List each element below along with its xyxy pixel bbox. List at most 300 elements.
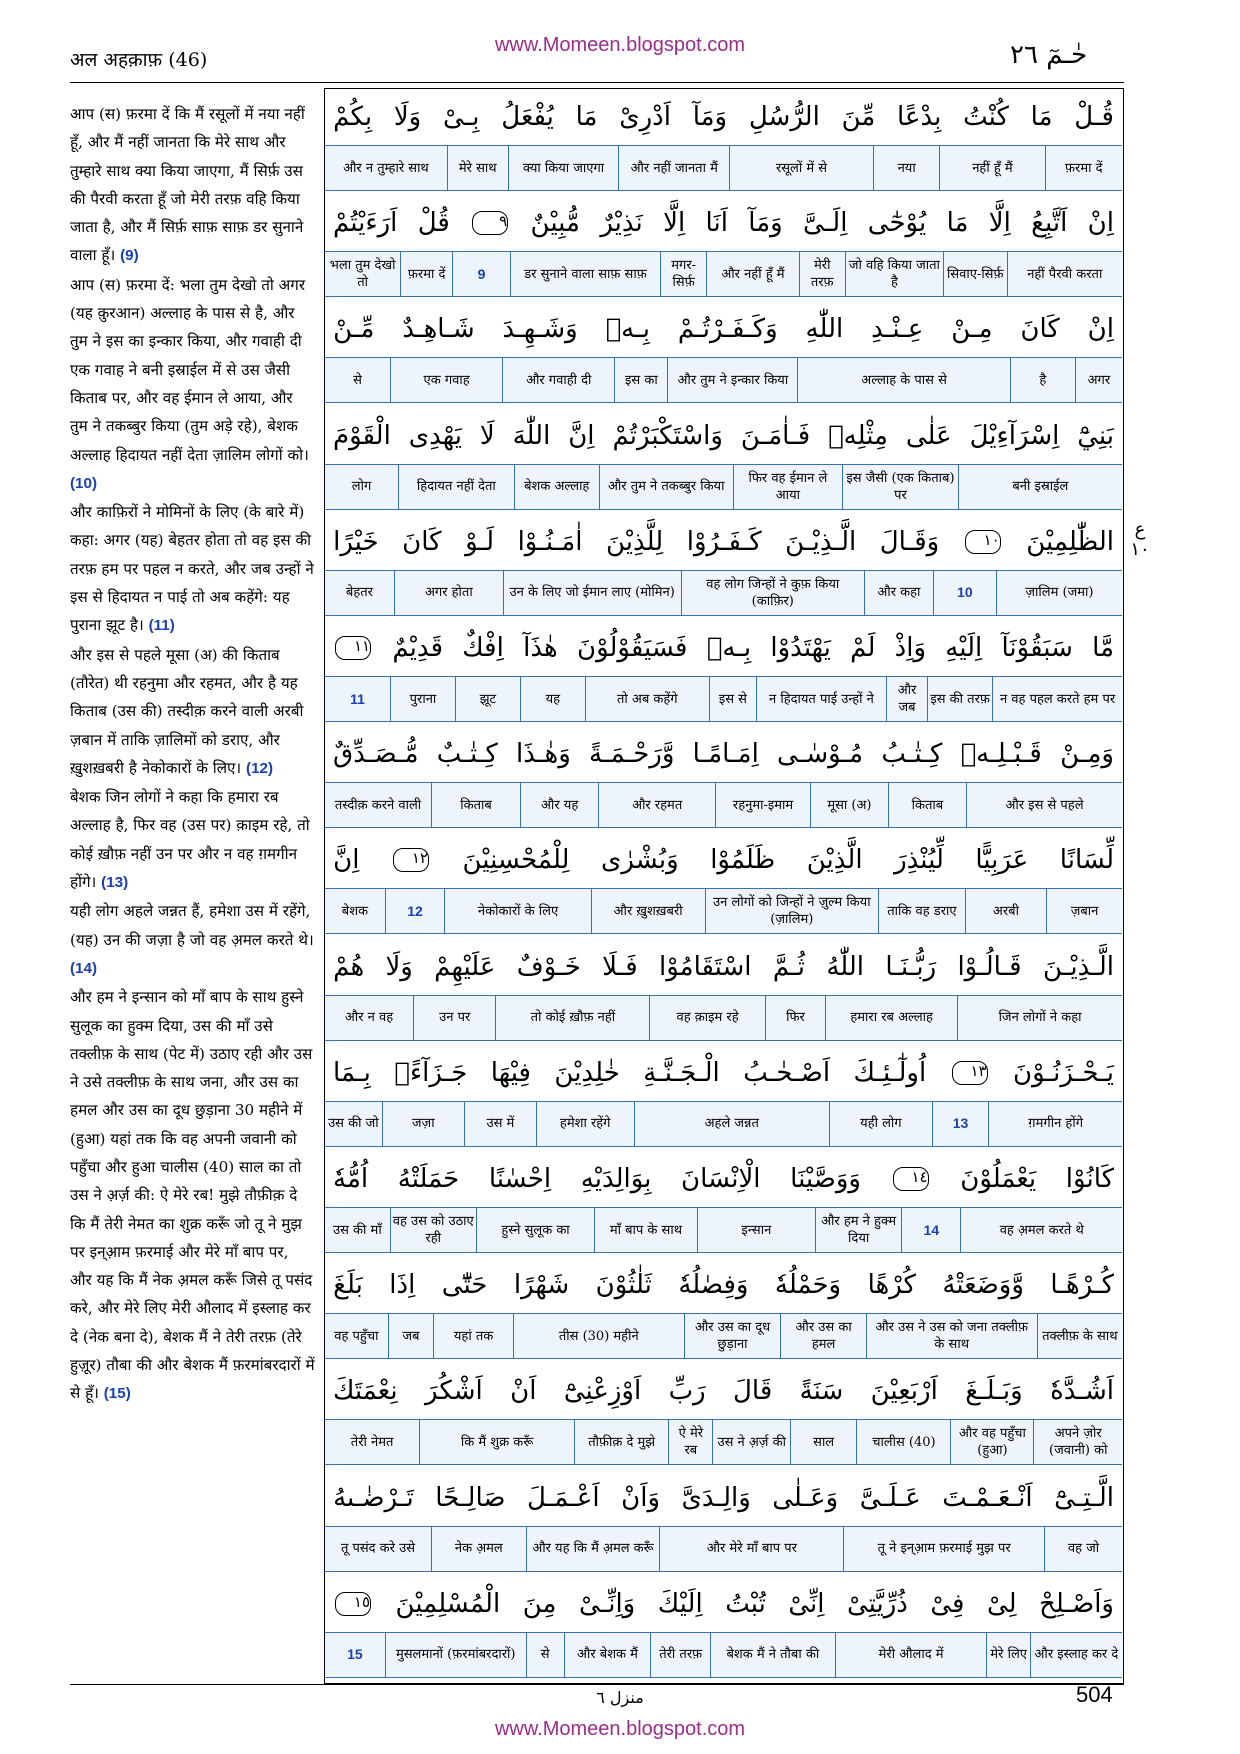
word-meaning-cell: बेशक मैं ने तौबा की xyxy=(710,1633,835,1677)
arabic-word: جَـزَآءًۢ xyxy=(394,1057,468,1088)
word-meaning-cell: बनी इस्राईल xyxy=(958,465,1122,509)
arabic-word: الَّذِيْنَ xyxy=(806,845,863,876)
translation-paragraph xyxy=(70,271,315,498)
arabic-word: عَلَيْهِمْ xyxy=(434,951,496,982)
arabic-word: شَـاهِـدٌ xyxy=(402,314,475,345)
footer-rule xyxy=(70,1684,1124,1685)
arabic-word: مِنَ xyxy=(522,1588,557,1619)
word-meaning-cell: लोग xyxy=(351,479,372,495)
word-meaning-cell: और इस से पहले xyxy=(966,783,1122,827)
verse-number: (9) xyxy=(120,247,139,265)
arabic-word: كُنْتُ xyxy=(963,102,1009,132)
word-meaning-cell: और वह पहुँचा (हुआ) xyxy=(950,1420,1033,1464)
arabic-word: حَتّٰٓى xyxy=(441,1270,488,1301)
word-meaning-cell: माँ बाप के साथ xyxy=(594,1208,696,1252)
arabic-word: لَمْ xyxy=(850,633,876,663)
word-meaning-cell: हमेशा रहेंगे xyxy=(536,1102,634,1146)
arabic-word: تُبْتُ xyxy=(725,1588,766,1619)
arabic-word: خَـوْفٌ xyxy=(516,951,581,982)
arabic-word: اِلَّا xyxy=(663,208,686,239)
word-meaning-cell: तीस (30) महीने xyxy=(513,1314,684,1358)
word-meaning-cell: ताकि वह डराए xyxy=(878,889,965,933)
translation-row xyxy=(325,145,1122,191)
word-meaning-cell: फ़रमा दें xyxy=(1045,146,1122,190)
word-meaning-cell: वह क़ाइम रहे xyxy=(649,996,764,1040)
arabic-word: وَوَصَّيْنَا xyxy=(790,1164,861,1194)
arabic-word: تَـرْضٰـىهُ xyxy=(333,1482,414,1513)
arabic-line xyxy=(325,1365,1122,1417)
word-meaning-cell: यहां तक xyxy=(433,1314,513,1358)
word-meaning-cell: और न वह xyxy=(344,1010,394,1026)
arabic-word: اٰمَـنُـوْا xyxy=(517,526,583,557)
arabic-word: قُلْ xyxy=(417,208,450,239)
arabic-word: لَـوْ xyxy=(465,526,495,557)
hindi-translation-column xyxy=(70,100,315,1682)
arabic-word: اَشْكُرَ xyxy=(424,1376,483,1407)
word-meaning-cell: चालीस (40) xyxy=(856,1420,950,1464)
arabic-line xyxy=(325,941,1122,993)
arabic-line xyxy=(325,1578,1122,1630)
ayah-end-marker: ١٢ xyxy=(393,848,429,872)
arabic-word: مِّـنْ xyxy=(333,314,375,345)
word-meaning-cell: और यह xyxy=(520,783,598,827)
arabic-line xyxy=(325,516,1122,568)
arabic-word: الظّٰلِمِيْنَ xyxy=(1026,526,1114,557)
arabic-word: اِنْ xyxy=(1087,314,1114,345)
word-meaning-cell: हुस्ने सुलूक का xyxy=(476,1208,594,1252)
arabic-word: وَشَـهِـدَ xyxy=(502,314,578,345)
arabic-word: الَّـتِـىْٓ xyxy=(1054,1482,1114,1513)
word-meaning-cell: एक गवाह xyxy=(390,358,502,402)
word-meaning-cell: वह पहुँचा xyxy=(334,1328,379,1344)
word-meaning-cell: अपने ज़ोर (जवानी) को xyxy=(1033,1420,1122,1464)
word-meaning-cell: फ़रमा दें xyxy=(400,252,452,296)
arabic-word: الَّـذِيْـنَ xyxy=(1042,951,1114,982)
word-meaning-cell: वह उस को उठाए रही xyxy=(390,1208,476,1252)
arabic-word: مِثْلِهٖ xyxy=(828,420,888,451)
arabic-word: بِكُمْ xyxy=(333,102,373,132)
translation-text: आप (स) फ़रमा दें: भला तुम देखो तो अगर (यह क़ुरआन) अल्लाह के पास से है, और तुम ने इस का इन्कार किया, और गवाही दी एक गवाह ने बनी इस्राईल में से उस जैसी किताब पर, और वह ईमान ले आया, और तुम ने तकब्बुर किया (तुम अड़े रहे), बेशक अल्लाह हिदायत नहीं देता ज़ालिम लोगों को। xyxy=(70,275,309,464)
translation-row xyxy=(325,464,1122,510)
arabic-word: وَّوَضَعَتْهُ xyxy=(942,1270,1024,1301)
word-meaning-cell: अरबी xyxy=(965,889,1046,933)
arabic-word: لِّيُنْذِرَ xyxy=(894,845,944,876)
verse-number: (13) xyxy=(101,874,129,892)
arabic-word: قَالَ xyxy=(733,1376,773,1407)
arabic-word: الْاِنْسَانَ xyxy=(681,1164,761,1194)
arabic-word: رَبُّـنَـا xyxy=(885,951,937,982)
arabic-word: فَـاٰمَـنَ xyxy=(740,420,811,451)
arabic-word: قَـالُـوْا xyxy=(957,951,1022,982)
arabic-word: اَنَا xyxy=(705,208,728,239)
ayah-end-marker: ١١ xyxy=(335,636,371,660)
word-meaning-cell: रहनुमा-इमाम xyxy=(715,783,810,827)
word-meaning-cell: झूट xyxy=(455,677,520,721)
translation-paragraph xyxy=(70,100,315,271)
arabic-word: مَّا xyxy=(1092,633,1114,663)
word-meaning-cell: और ख़ुशख़बरी xyxy=(591,889,705,933)
word-meaning-cell: न हिदायत पाई उन्हों ने xyxy=(756,677,886,721)
arabic-word: اَشُـدَّهٗ xyxy=(1050,1376,1114,1407)
translation-row xyxy=(325,782,1122,828)
arabic-word: كَانَ xyxy=(1020,314,1060,345)
arabic-word: ذُرِّيَّتِىْ xyxy=(846,1588,908,1619)
word-meaning-cell: और बेशक मैं xyxy=(564,1633,651,1677)
arabic-word: صَالِـحًا xyxy=(435,1482,506,1513)
word-meaning-cell: बेहतर xyxy=(345,585,373,601)
word-meaning-cell: किताब xyxy=(431,783,520,827)
arabic-word: هٰذَآ xyxy=(523,633,558,663)
word-meaning-cell: तक्लीफ़ के साथ xyxy=(1037,1314,1122,1358)
word-meaning-cell: और रहमत xyxy=(598,783,715,827)
verse-number-cell: 12 xyxy=(385,889,445,933)
arabic-word: عَـلَـىَّ xyxy=(859,1482,921,1513)
word-meaning-cell: तू पसंद करे उसे xyxy=(340,1541,416,1557)
arabic-word: وَاِذْ xyxy=(894,633,927,663)
word-meaning-cell: से xyxy=(526,1633,564,1677)
word-meaning-cell: सिवाए-सिर्फ़ xyxy=(943,252,1007,296)
arabic-word: اِنِّىْ xyxy=(788,1588,825,1619)
word-meaning-cell: फिर xyxy=(765,996,825,1040)
arabic-word: مُّبِيْنٌ xyxy=(530,208,580,239)
word-meaning-cell: जिन लोगों ने कहा xyxy=(957,996,1122,1040)
arabic-word: وَمَآ xyxy=(692,102,728,132)
translation-row xyxy=(325,1101,1122,1147)
verse-number-cell: 10 xyxy=(933,571,996,615)
word-meaning-cell: नहीं हूँ मैं xyxy=(939,146,1044,190)
arabic-word: قَدِيْمٌ xyxy=(392,633,443,663)
arabic-word: لَا xyxy=(479,420,495,451)
arabic-word: كِـتٰـبٌ xyxy=(436,739,498,770)
arabic-word: يَهْتَدُوْا xyxy=(770,633,831,663)
word-meaning-cell: उस में xyxy=(464,1102,536,1146)
arabic-word: بِـهٖ xyxy=(706,633,752,663)
arabic-word: خٰلِدِيْنَ xyxy=(554,1057,620,1088)
arabic-word: فَـلَا xyxy=(602,951,638,982)
arabic-word: فَسَيَقُوْلُوْنَ xyxy=(576,633,688,663)
word-meaning-cell: मेरे लिए xyxy=(986,1633,1029,1677)
arabic-line xyxy=(325,91,1122,143)
word-meaning-cell: नहीं पैरवी करता xyxy=(1007,252,1123,296)
arabic-word: يُوْحٰٓى xyxy=(867,208,927,239)
ruku-mark: ع ١٠ xyxy=(1130,519,1150,560)
arabic-word: مَا xyxy=(575,102,598,132)
word-meaning-cell: वह अ़मल करते थे xyxy=(960,1208,1122,1252)
word-meaning-cell: पुराना xyxy=(390,677,455,721)
ayah-end-marker: ١٤ xyxy=(893,1167,929,1191)
arabic-word: فِىْ xyxy=(930,1588,965,1619)
arabic-word: ثُـمَّ xyxy=(772,951,806,982)
word-meaning-cell: और उस का दूध छुड़ाना xyxy=(684,1314,781,1358)
arabic-word: وَبُشْرٰى xyxy=(601,845,679,876)
word-meaning-cell: जो वहि किया जाता है xyxy=(845,252,943,296)
arabic-word: خَيْرًا xyxy=(333,526,379,557)
ayah-end-marker: ١٣ xyxy=(952,1061,988,1085)
site-url-top[interactable]: www.Momeen.blogspot.com xyxy=(494,34,746,56)
arabic-word: اَتَّبِعُ xyxy=(1031,208,1068,239)
arabic-word: بَنِيْٓ xyxy=(1077,420,1114,451)
translation-paragraph xyxy=(70,983,315,1408)
word-meaning-cell: न वह पहल करते हम पर xyxy=(992,677,1122,721)
arabic-word: وَكَـفَـرْتُـمْ xyxy=(677,314,778,345)
arabic-word: لِىْ xyxy=(987,1588,1017,1619)
word-meaning-cell: अगर xyxy=(1075,358,1122,402)
word-meaning-cell: साल xyxy=(790,1420,856,1464)
word-meaning-cell: ऐ मेरे रब xyxy=(668,1420,712,1464)
word-meaning-cell: इस का xyxy=(614,358,667,402)
word-meaning-cell: तो कोई ख़ौफ़ नहीं xyxy=(495,996,649,1040)
arabic-line xyxy=(325,303,1122,355)
arabic-word: بِـمَا xyxy=(333,1057,371,1088)
word-meaning-cell: और कहा xyxy=(864,571,933,615)
arabic-word: لِلْمُحْسِنِيْنَ xyxy=(462,845,570,876)
juz-title-arabic: حٰـمٓ ٢٦ xyxy=(1010,40,1088,70)
arabic-word: مَا xyxy=(1030,102,1053,132)
arabic-word: وَاِنِّـىْ xyxy=(578,1588,636,1619)
arabic-word: مِـنْ xyxy=(951,314,993,345)
word-meaning-cell: बेशक अल्लाह xyxy=(514,465,599,509)
arabic-word: نِعْمَتَكَ xyxy=(333,1376,398,1407)
word-meaning-cell: जज़ा xyxy=(382,1102,464,1146)
word-meaning-cell: कि मैं शुक्र करूँ xyxy=(419,1420,574,1464)
arabic-word: وَمَآ xyxy=(748,208,783,239)
translation-text: बेशक जिन लोगों ने कहा कि हमारा रब अल्लाह है, फिर वह (उस पर) क़ाइम रहे, तो कोई ख़ौफ़ नहीं उन पर और न वह ग़मगीन होंगे। xyxy=(70,788,310,892)
word-meaning-cell: और तुम ने इन्कार किया xyxy=(667,358,797,402)
page-number: 504 xyxy=(1076,1682,1113,1707)
arabic-word: يَهْدِى xyxy=(408,420,462,451)
arabic-word: مِّنَ xyxy=(841,102,876,132)
arabic-word: اِسْرَآءِيْلَ xyxy=(969,420,1060,451)
word-meaning-cell: और मेरे माँ बाप पर xyxy=(659,1527,843,1571)
translation-row xyxy=(325,1632,1122,1678)
translation-row xyxy=(325,676,1122,722)
arabic-word: وَّرَحْـمَـةً xyxy=(589,739,675,770)
arabic-line xyxy=(325,197,1122,249)
word-meaning-cell: रसूलों में से xyxy=(729,146,873,190)
word-meaning-cell: मेरे साथ xyxy=(447,146,508,190)
translation-paragraph xyxy=(70,498,315,640)
word-meaning-cell: तो अब कहेंगे xyxy=(585,677,709,721)
translation-row xyxy=(325,251,1122,297)
word-meaning-cell: और उस का हमल xyxy=(780,1314,865,1358)
word-meaning-cell: मुसलमानों (फ़रमांबरदारों) xyxy=(385,1633,526,1677)
word-meaning-cell: उस की माँ xyxy=(333,1222,382,1238)
arabic-word: الْقَوْمَ xyxy=(333,420,391,451)
translation-paragraph xyxy=(70,641,315,783)
arabic-word: عَلٰى xyxy=(905,420,952,451)
word-meaning-cell: और यह कि मैं अ़मल करूँ xyxy=(526,1527,660,1571)
arabic-line xyxy=(325,1153,1122,1205)
word-meaning-cell: हिदायत नहीं देता xyxy=(398,465,514,509)
arabic-word: وَلَا xyxy=(393,102,422,132)
arabic-word: لِّسَانًا xyxy=(1059,845,1114,876)
arabic-line xyxy=(325,1259,1122,1311)
word-meaning-cell: उन लोगों को जिन्हों ने ज़ुल्म किया (ज़ालिम) xyxy=(705,889,878,933)
arabic-word: بَلَغَ xyxy=(333,1270,363,1301)
arabic-word: اَعْـمَـلَ xyxy=(526,1482,600,1513)
arabic-word: رَبِّ xyxy=(668,1376,706,1407)
word-meaning-cell: और गवाही दी xyxy=(502,358,614,402)
arabic-line xyxy=(325,1472,1122,1524)
word-meaning-cell: तौफ़ीक़ दे मुझे xyxy=(574,1420,668,1464)
word-meaning-cell: उस ने अ़र्ज़ की xyxy=(712,1420,789,1464)
arabic-word: بِدْعًا xyxy=(897,102,942,132)
arabic-word: وَعَـلٰى xyxy=(772,1482,839,1513)
word-meaning-cell: अल्लाह के पास से xyxy=(797,358,1010,402)
arabic-word: ثَلٰثُوْنَ xyxy=(595,1270,652,1301)
arabic-word: كَانُوْا xyxy=(1065,1164,1114,1194)
translation-text: और इस से पहले मूसा (अ) की किताब (तौरेत) थी रहनुमा और रहमत, और है यह किताब (उस की) तस्दीक़ करने वाली अरबी ज़बान में ताकि ज़ालिमों को डराए, और ख़ुशख़बरी है नेकोकारों के लिए। xyxy=(70,645,304,777)
arabic-word: اِنَّ xyxy=(333,845,360,876)
arabic-word: وَمِـنْ xyxy=(1060,739,1114,770)
verse-number: (12) xyxy=(246,759,274,777)
word-meaning-cell: मेरी तरफ़ xyxy=(799,252,845,296)
arabic-word: الْـجَـنَّـةِ xyxy=(643,1057,720,1088)
arabic-word: اللّٰهِ xyxy=(805,314,844,345)
arabic-word: وَاَنْ xyxy=(621,1482,660,1513)
word-meaning-cell: वह जो xyxy=(1044,1527,1122,1571)
surah-title-hindi: अल अहक़ाफ़ (46) xyxy=(70,49,208,71)
arabic-line xyxy=(325,410,1122,462)
verse-number: (11) xyxy=(148,617,175,635)
verse-number-cell: 15 xyxy=(347,1646,363,1663)
word-meaning-cell: ग़मगीन होंगे xyxy=(988,1102,1122,1146)
arabic-word: اُولٰٓـئِـكَ xyxy=(853,1057,927,1088)
arabic-word: ظَلَمُوْا xyxy=(710,845,776,876)
arabic-word: اَنْ xyxy=(510,1376,537,1407)
arabic-word: سَنَةً xyxy=(799,1376,844,1407)
arabic-word: وَاَصْـلِحْ xyxy=(1039,1588,1114,1619)
word-meaning-cell: से xyxy=(353,372,362,388)
word-meaning-cell: तू ने इन्आ़म फ़रमाई मुझ पर xyxy=(843,1527,1044,1571)
arabic-word: اَنْـعَـمْـتَ xyxy=(942,1482,1033,1513)
arabic-word: اَرْبَعِيْنَ xyxy=(870,1376,938,1407)
translation-text: और हम ने इन्सान को माँ बाप के साथ हुस्ने सुलूक का हुक्म दिया, उस की माँ उसे तक्लीफ़ के साथ (पेट में) उठाए रही और उस ने उसे तक्लीफ़ के साथ जना, और उस का हमल और उस का दूध छुड़ाना 30 महीने में (हुआ) यहां तक कि वह अपनी जवानी को पहुँचा और हुआ चालीस (40) साल का तो उस ने अ़र्ज़ की: ऐ मेरे रब! मुझे तौफ़ीक़ दे कि मैं तेरी नेमत का शुक्र करूँ जो तू ने मुझ पर इन्आ़म फ़रमाई और मेरे माँ बाप पर, और यह कि मैं नेक अ़मल करूँ जिसे तू पसंद करे, और मेरे लिए मेरी औलाद में इस्लाह कर दे (नेक बना दे), बेशक मैं ने तेरी तरफ़ (तेरे हुज़ूर) तौबा की और बेशक मैं फ़रमांबरदारों में से हूँ। xyxy=(70,988,315,1403)
arabic-word: وَلَا xyxy=(385,951,413,982)
arabic-word: وَبَـلَـغَ xyxy=(965,1376,1023,1407)
verse-number: (15) xyxy=(103,1385,131,1403)
word-meaning-cell: इस की तरफ़ xyxy=(927,677,992,721)
translation-row xyxy=(325,1313,1122,1359)
arabic-word: اِلَـىَّ xyxy=(803,208,848,239)
arabic-word: اَرَءَيْتُمْ xyxy=(333,208,398,239)
ayah-end-marker: ١٥ xyxy=(335,1592,371,1616)
arabic-word: وَفِصٰلُهٗ xyxy=(678,1270,749,1301)
arabic-word: بِوَالِدَيْهِ xyxy=(580,1164,652,1194)
arabic-word: اِنْ xyxy=(1087,208,1114,239)
arabic-word: يُفْعَلُ xyxy=(501,102,554,132)
arabic-word: حَمَلَتْهُ xyxy=(397,1164,460,1194)
word-meaning-cell: वह लोग जिन्हों ने कुफ़ किया (काफ़िर) xyxy=(681,571,864,615)
word-meaning-cell: क्या किया जाएगा xyxy=(508,146,619,190)
ayah-end-marker: ٩ xyxy=(472,211,508,235)
word-meaning-cell: अहले जन्नत xyxy=(634,1102,829,1146)
arabic-word: وَالِـدَىَّ xyxy=(681,1482,751,1513)
arabic-word: وَهٰـذَا xyxy=(516,739,571,770)
arabic-word: اِلَيْكَ xyxy=(657,1588,703,1619)
ayah-end-marker: ١٠ xyxy=(965,530,1001,554)
arabic-word: اِنَّ xyxy=(568,420,595,451)
arabic-line xyxy=(325,622,1122,674)
arabic-word: اِذَا xyxy=(389,1270,416,1301)
word-meaning-cell: बेशक xyxy=(341,903,369,919)
arabic-word: فِيْهَا xyxy=(490,1057,531,1088)
word-meaning-cell: यह xyxy=(520,677,585,721)
header-rule xyxy=(70,82,1124,83)
word-meaning-cell: डर सुनाने वाला साफ़ साफ़ xyxy=(510,252,660,296)
word-by-word-grid xyxy=(324,88,1124,1684)
arabic-word: اَدْرِىْ xyxy=(619,102,671,132)
arabic-word: كَـفَـرُوْا xyxy=(686,526,762,557)
arabic-line xyxy=(325,728,1122,780)
arabic-word: اَوْزِعْنِىْٓ xyxy=(563,1376,642,1407)
word-meaning-cell: इस जैसी (एक किताब) पर xyxy=(842,465,958,509)
verse-number-cell: 13 xyxy=(932,1102,989,1146)
arabic-line xyxy=(325,834,1122,886)
arabic-word: اَصْـحٰـبُ xyxy=(743,1057,831,1088)
word-meaning-cell: अगर होता xyxy=(394,571,503,615)
arabic-word: وَاسْتَكْبَرْتُمْ xyxy=(612,420,723,451)
word-meaning-cell: मेरी औलाद में xyxy=(835,1633,987,1677)
word-meaning-cell: और नहीं जानता मैं xyxy=(618,146,729,190)
word-meaning-cell: और तुम ने तकब्बुर किया xyxy=(599,465,733,509)
word-meaning-cell: और न तुम्हारे साथ xyxy=(343,160,429,176)
arabic-word: الرُّسُلِ xyxy=(748,102,820,132)
word-meaning-cell: मगर-सिर्फ़ xyxy=(660,252,706,296)
word-meaning-cell: और हम ने हुक्म दिया xyxy=(815,1208,901,1252)
arabic-line xyxy=(325,1047,1122,1099)
arabic-word: مَا xyxy=(946,208,969,239)
arabic-word: سَبَقُوْنَآ xyxy=(1001,633,1073,663)
arabic-word: وَحَمْلُهٗ xyxy=(774,1270,842,1301)
translation-row xyxy=(325,995,1122,1041)
translation-row xyxy=(325,570,1122,616)
verse-number-cell: 9 xyxy=(452,252,510,296)
word-meaning-cell: इस से xyxy=(709,677,756,721)
arabic-word: عِـنْـدِ xyxy=(871,314,924,345)
translation-text: यही लोग अहले जन्नत हैं, हमेशा उस में रहेंगे, (यह) उन की जज़ा है जो वह अ़मल करते थे। xyxy=(70,902,314,949)
arabic-word: يَعْمَلُوْنَ xyxy=(960,1164,1037,1194)
word-meaning-cell: ज़बान xyxy=(1046,889,1122,933)
word-meaning-cell: नया xyxy=(873,146,939,190)
verse-number-cell: 11 xyxy=(350,690,365,707)
word-meaning-cell: और जब xyxy=(886,677,927,721)
arabic-word: الَّـذِيْـنَ xyxy=(785,526,857,557)
arabic-word: اِمَـامًـا xyxy=(692,739,759,770)
arabic-word: اِلَّا xyxy=(988,208,1011,239)
word-meaning-cell: फिर वह ईमान ले आया xyxy=(733,465,843,509)
arabic-word: بِـهٖ xyxy=(605,314,650,345)
arabic-word: كُـرْهًـا xyxy=(1050,1270,1114,1301)
arabic-word: الْمُسْلِمِيْنَ xyxy=(395,1588,501,1619)
word-meaning-cell: और उस ने उस को जना तक्लीफ़ के साथ xyxy=(866,1314,1037,1358)
arabic-word: كِـتٰـبُ xyxy=(881,739,943,770)
arabic-word: قَـبْـلِـهٖ xyxy=(960,739,1042,770)
word-meaning-cell: यही लोग xyxy=(829,1102,932,1146)
arabic-word: لِلَّذِيْنَ xyxy=(606,526,664,557)
manzil-label: منزل ٦ xyxy=(596,1688,644,1707)
translation-row xyxy=(325,1207,1122,1253)
word-meaning-cell: भला तुम देखो तो xyxy=(329,258,396,291)
arabic-word: شَهْرًا xyxy=(513,1270,570,1301)
word-meaning-cell: उन पर xyxy=(413,996,495,1040)
arabic-word: يَـحْـزَنُـوْنَ xyxy=(1013,1057,1114,1088)
arabic-word: وَقَـالَ xyxy=(879,526,940,557)
site-url-bottom[interactable]: www.Momeen.blogspot.com xyxy=(494,1718,746,1740)
translation-row xyxy=(325,1526,1122,1572)
arabic-word: مُّـصَـدِّقٌ xyxy=(333,739,419,770)
arabic-word: اللّٰهُ xyxy=(826,951,865,982)
